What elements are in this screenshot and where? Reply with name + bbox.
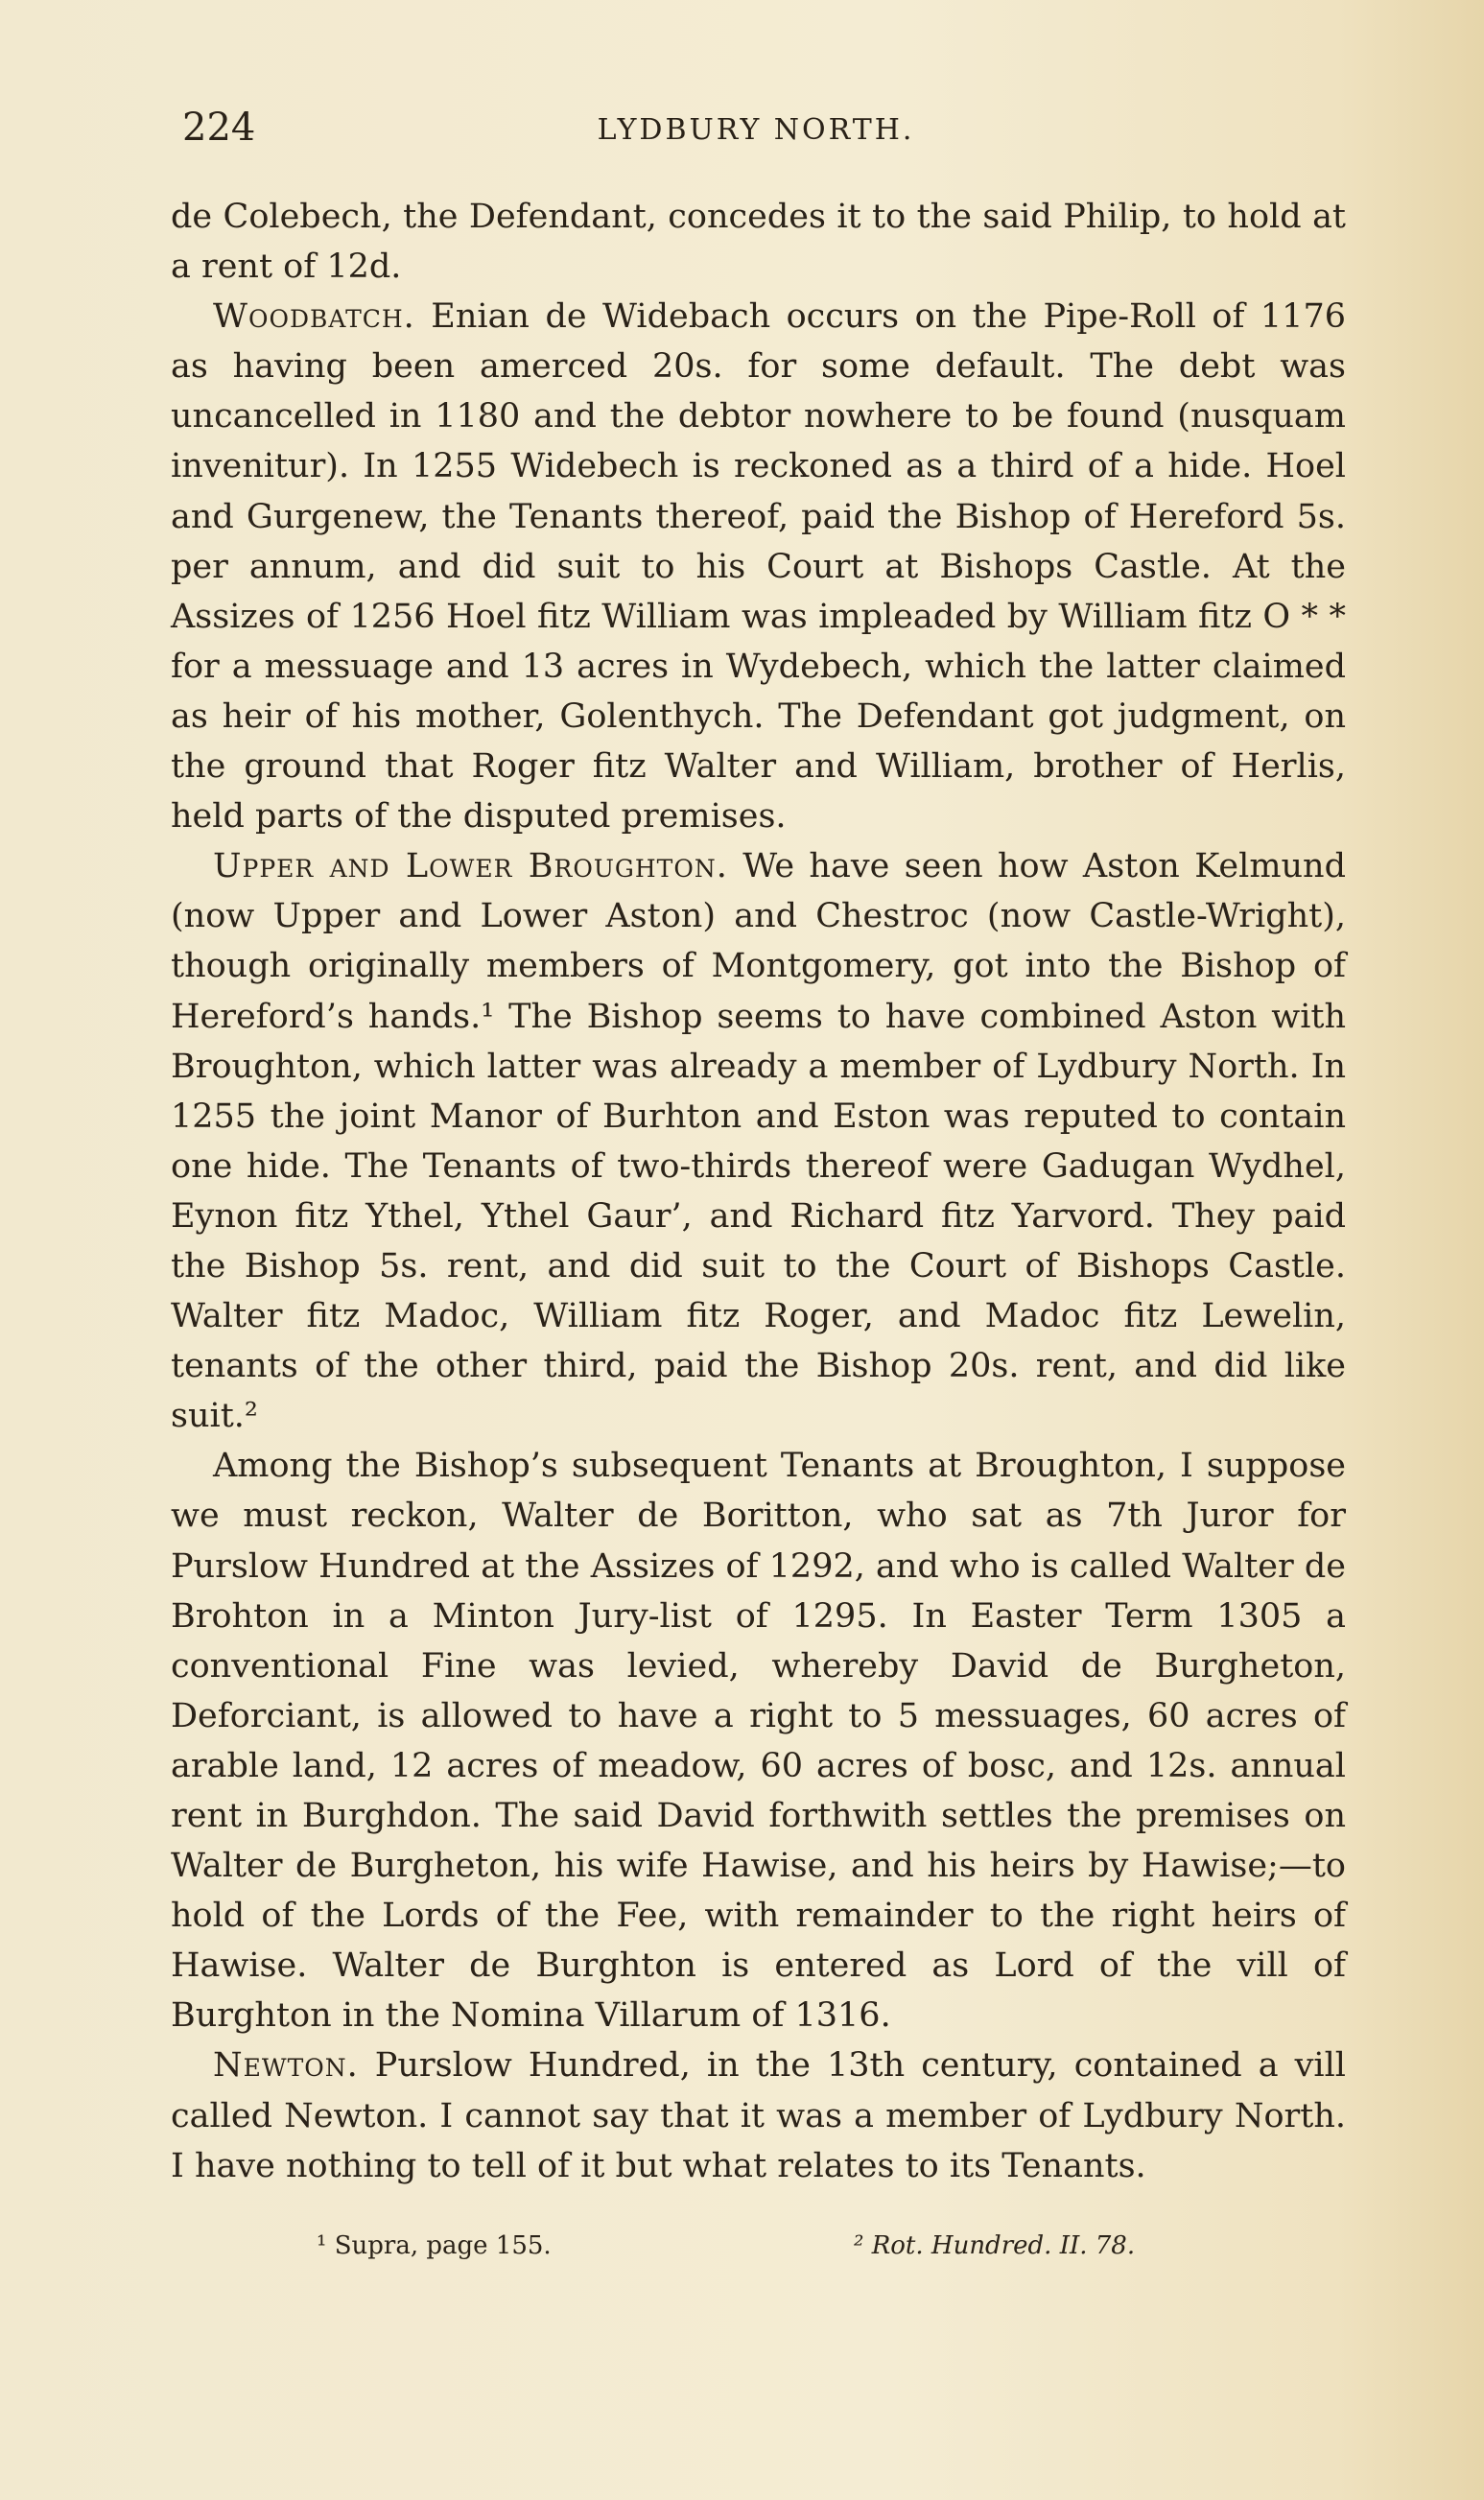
footnotes	[317, 2231, 1276, 2279]
paragraph-woodbatch	[171, 292, 1346, 841]
paragraph-continuation: de Colebech, the Defendant, concedes it to the said Philip, to hold at a rent of 12d.	[171, 198, 1346, 287]
page-header	[171, 106, 1341, 163]
paragraph-broughton	[171, 841, 1346, 1441]
section-head-newton: Newton.	[213, 2046, 359, 2086]
section-head-broughton: Upper and Lower Broughton.	[213, 847, 728, 886]
paragraph-newton	[171, 2040, 1346, 2190]
running-title: LYDBURY NORTH.	[597, 113, 915, 147]
paragraph-woodbatch-text: Enian de Widebach occurs on the Pipe-Roll of 1176 as having been amerced 20s. for some default. The debt was uncancelled in 1180 and the debtor nowhere to be found (nusquam invenitur). In 1255 Widebech is reckoned as a third of a hide. Hoel and Gurgenew, the Tenants thereof, paid the Bishop of Hereford 5s. per annum, and did suit to his Court at Bishops Castle. At the Assizes of 1256 Hoel fitz William was impleaded by William fitz O * * for a messuage and 13 acres in Wydebech, which the latter claimed as heir of his mother, Golenthych. The Defendant got judgment, on the ground that Roger fitz Walter and William, brother of Herlis, held parts of the disputed premises.	[171, 297, 1346, 837]
body-text	[171, 192, 1346, 2191]
section-head-woodbatch: Woodbatch.	[213, 297, 415, 337]
paragraph-bishops-tenants: Among the Bishop’s subsequent Tenants at Broughton, I suppose we must reckon, Walter de Boritton, who sat as 7th Juror for Purslow Hundred at the Assizes of 1292, and who is called Walter de Brohton in a Minton Jury-list of 1295. In Easter Term 1305 a conventional Fine was levied, whereby David de Burgheton, Deforciant, is allowed to have a right to 5 messuages, 60 acres of arable land, 12 acres of meadow, 60 acres of bosc, and 12s. annual rent in Burghdon. The said David forthwith settles the premises on Walter de Burgheton, his wife Hawise, and his heirs by Hawise;—to hold of the Lords of the Fee, with remainder to the right heirs of Hawise. Walter de Burghton is entered as Lord of the vill of Burghton in the Nomina Villarum of 1316.	[171, 1447, 1346, 2036]
paragraph-broughton-text: We have seen how Aston Kelmund (now Upper and Lower Aston) and Chestroc (now Castle-Wright), though originally members of Montgomery, got into the Bishop of Hereford’s hands.¹ The Bishop seems to have combined Aston with Broughton, which latter was already a member of Lydbury North. In 1255 the joint Manor of Burhton and Eston was reputed to contain one hide. The Tenants of two-thirds thereof were Gadugan Wydhel, Eynon fitz Ythel, Ythel Gaur’, and Richard fitz Yarvord. They paid the Bishop 5s. rent, and did suit to the Court of Bishops Castle. Walter fitz Madoc, William fitz Roger, and Madoc fitz Lewelin, tenants of the other third, paid the Bishop 20s. rent, and did like suit.²	[171, 847, 1347, 1436]
footnote-1: ¹ Supra, page 155.	[317, 2231, 552, 2260]
page-number: 224	[182, 106, 256, 150]
footnote-2: ² Rot. Hundred. II. 78.	[854, 2231, 1136, 2260]
paragraph-newton-text: Purslow Hundred, in the 13th century, contained a vill called Newton. I cannot say that it was a member of Lydbury North. I have nothing to tell of it but what relates to its Tenants.	[171, 2046, 1346, 2185]
